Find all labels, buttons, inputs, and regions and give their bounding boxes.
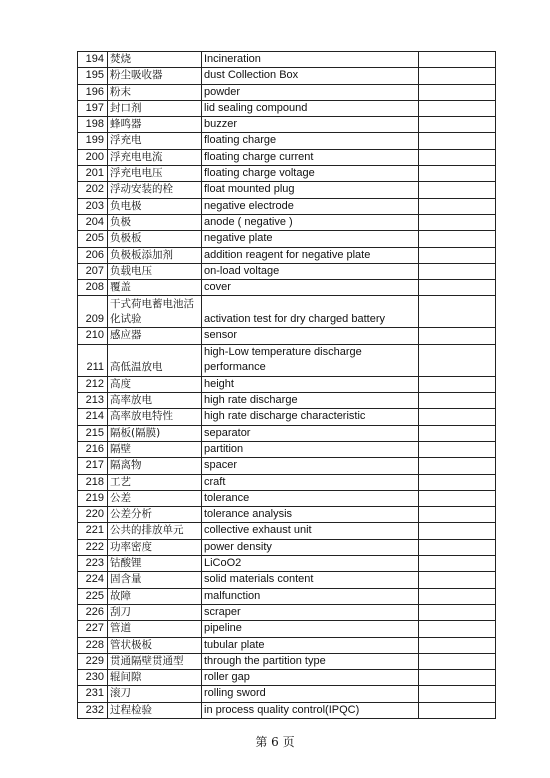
empty-notes-cell (419, 588, 496, 604)
term-number-cell: 219 (78, 490, 108, 506)
english-term-cell: tolerance analysis (202, 507, 419, 523)
table-row (78, 637, 496, 653)
page-number: 第 6 页 (255, 735, 295, 749)
chinese-term-cell: 覆盖 (108, 280, 202, 296)
table-row (78, 198, 496, 214)
chinese-term-cell: 隔壁 (108, 441, 202, 457)
english-term-cell: craft (202, 474, 419, 490)
empty-notes-cell (419, 425, 496, 441)
term-number-cell: 212 (78, 376, 108, 392)
english-term-cell: sensor (202, 328, 419, 344)
empty-notes-cell (419, 117, 496, 133)
english-term-cell: floating charge current (202, 149, 419, 165)
term-number-cell: 200 (78, 149, 108, 165)
table-row (78, 441, 496, 457)
term-number-cell: 207 (78, 263, 108, 279)
term-number-cell: 203 (78, 198, 108, 214)
english-term-cell: rolling sword (202, 686, 419, 702)
empty-notes-cell (419, 263, 496, 279)
english-term-cell: in process quality control(IPQC) (202, 702, 419, 718)
table-row (78, 166, 496, 182)
chinese-term-cell: 焚烧 (108, 52, 202, 68)
chinese-term-cell: 浮充电 (108, 133, 202, 149)
english-term-cell: anode ( negative ) (202, 214, 419, 230)
table-row (78, 409, 496, 425)
english-term-cell: float mounted plug (202, 182, 419, 198)
empty-notes-cell (419, 621, 496, 637)
empty-notes-cell (419, 523, 496, 539)
term-number-cell: 222 (78, 539, 108, 555)
english-term-cell: floating charge (202, 133, 419, 149)
term-number-cell: 224 (78, 572, 108, 588)
term-number-cell: 223 (78, 556, 108, 572)
table-row (78, 149, 496, 165)
chinese-term-cell: 管状极板 (108, 637, 202, 653)
empty-notes-cell (419, 572, 496, 588)
term-number-cell: 205 (78, 231, 108, 247)
table-row (78, 68, 496, 84)
term-number-cell: 217 (78, 458, 108, 474)
term-number-cell: 196 (78, 84, 108, 100)
table-row (78, 474, 496, 490)
term-number-cell: 211 (78, 344, 108, 376)
table-row (78, 52, 496, 68)
empty-notes-cell (419, 702, 496, 718)
empty-notes-cell (419, 166, 496, 182)
chinese-term-cell: 管道 (108, 621, 202, 637)
term-number-cell: 228 (78, 637, 108, 653)
english-term-cell: scraper (202, 604, 419, 620)
empty-notes-cell (419, 133, 496, 149)
chinese-term-cell: 干式荷电蓄电池活化试验 (108, 296, 202, 328)
chinese-term-cell: 负极板添加剂 (108, 247, 202, 263)
english-term-cell: buzzer (202, 117, 419, 133)
english-term-cell: lid sealing compound (202, 100, 419, 116)
term-number-cell: 221 (78, 523, 108, 539)
empty-notes-cell (419, 409, 496, 425)
term-number-cell: 199 (78, 133, 108, 149)
term-number-cell: 218 (78, 474, 108, 490)
english-term-cell: LiCoO2 (202, 556, 419, 572)
term-number-cell: 195 (78, 68, 108, 84)
table-row (78, 572, 496, 588)
empty-notes-cell (419, 344, 496, 376)
term-number-cell: 226 (78, 604, 108, 620)
term-number-cell: 194 (78, 52, 108, 68)
english-term-cell: through the partition type (202, 653, 419, 669)
chinese-term-cell: 固含量 (108, 572, 202, 588)
chinese-term-cell: 故障 (108, 588, 202, 604)
english-term-cell: partition (202, 441, 419, 457)
empty-notes-cell (419, 231, 496, 247)
empty-notes-cell (419, 458, 496, 474)
empty-notes-cell (419, 393, 496, 409)
chinese-term-cell: 工艺 (108, 474, 202, 490)
term-number-cell: 216 (78, 441, 108, 457)
empty-notes-cell (419, 214, 496, 230)
english-term-cell: spacer (202, 458, 419, 474)
chinese-term-cell: 负极板 (108, 231, 202, 247)
table-row (78, 621, 496, 637)
english-term-cell: dust Collection Box (202, 68, 419, 84)
chinese-term-cell: 感应器 (108, 328, 202, 344)
empty-notes-cell (419, 441, 496, 457)
chinese-term-cell: 负极 (108, 214, 202, 230)
table-row (78, 604, 496, 620)
english-term-cell: malfunction (202, 588, 419, 604)
term-number-cell: 210 (78, 328, 108, 344)
chinese-term-cell: 公共的排放单元 (108, 523, 202, 539)
glossary-table (77, 51, 496, 719)
table-row (78, 344, 496, 376)
english-term-cell: high rate discharge (202, 393, 419, 409)
empty-notes-cell (419, 52, 496, 68)
table-row (78, 670, 496, 686)
chinese-term-cell: 功率密度 (108, 539, 202, 555)
empty-notes-cell (419, 247, 496, 263)
chinese-term-cell: 高低温放电 (108, 344, 202, 376)
term-number-cell: 227 (78, 621, 108, 637)
empty-notes-cell (419, 84, 496, 100)
chinese-term-cell: 贯通隔壁贯通型 (108, 653, 202, 669)
empty-notes-cell (419, 149, 496, 165)
english-term-cell: pipeline (202, 621, 419, 637)
chinese-term-cell: 钴酸锂 (108, 556, 202, 572)
chinese-term-cell: 负电极 (108, 198, 202, 214)
chinese-term-cell: 刮刀 (108, 604, 202, 620)
empty-notes-cell (419, 653, 496, 669)
table-row (78, 458, 496, 474)
table-row (78, 588, 496, 604)
table-row (78, 393, 496, 409)
english-term-cell: powder (202, 84, 419, 100)
english-term-cell: tolerance (202, 490, 419, 506)
chinese-term-cell: 隔板(隔膜) (108, 425, 202, 441)
glossary-table-body (78, 52, 496, 719)
chinese-term-cell: 粉尘吸收器 (108, 68, 202, 84)
empty-notes-cell (419, 100, 496, 116)
empty-notes-cell (419, 490, 496, 506)
table-row (78, 523, 496, 539)
term-number-cell: 208 (78, 280, 108, 296)
term-number-cell: 198 (78, 117, 108, 133)
chinese-term-cell: 高度 (108, 376, 202, 392)
english-term-cell: solid materials content (202, 572, 419, 588)
term-number-cell: 204 (78, 214, 108, 230)
table-row (78, 425, 496, 441)
chinese-term-cell: 滚刀 (108, 686, 202, 702)
table-row (78, 263, 496, 279)
term-number-cell: 213 (78, 393, 108, 409)
table-row (78, 490, 496, 506)
term-number-cell: 231 (78, 686, 108, 702)
chinese-term-cell: 过程检验 (108, 702, 202, 718)
chinese-term-cell: 粉末 (108, 84, 202, 100)
term-number-cell: 202 (78, 182, 108, 198)
term-number-cell: 215 (78, 425, 108, 441)
table-row (78, 686, 496, 702)
term-number-cell: 209 (78, 296, 108, 328)
empty-notes-cell (419, 539, 496, 555)
english-term-cell: collective exhaust unit (202, 523, 419, 539)
english-term-cell: high-Low temperature discharge performance (202, 344, 419, 376)
term-number-cell: 232 (78, 702, 108, 718)
term-number-cell: 225 (78, 588, 108, 604)
chinese-term-cell: 辊间隙 (108, 670, 202, 686)
empty-notes-cell (419, 686, 496, 702)
term-number-cell: 220 (78, 507, 108, 523)
chinese-term-cell: 高率放电特性 (108, 409, 202, 425)
empty-notes-cell (419, 296, 496, 328)
chinese-term-cell: 负载电压 (108, 263, 202, 279)
english-term-cell: negative electrode (202, 198, 419, 214)
empty-notes-cell (419, 556, 496, 572)
empty-notes-cell (419, 637, 496, 653)
english-term-cell: height (202, 376, 419, 392)
empty-notes-cell (419, 182, 496, 198)
chinese-term-cell: 隔离物 (108, 458, 202, 474)
english-term-cell: high rate discharge characteristic (202, 409, 419, 425)
term-number-cell: 201 (78, 166, 108, 182)
chinese-term-cell: 封口剂 (108, 100, 202, 116)
english-term-cell: roller gap (202, 670, 419, 686)
empty-notes-cell (419, 507, 496, 523)
term-number-cell: 206 (78, 247, 108, 263)
chinese-term-cell: 浮充电电流 (108, 149, 202, 165)
empty-notes-cell (419, 670, 496, 686)
table-row (78, 214, 496, 230)
english-term-cell: power density (202, 539, 419, 555)
term-number-cell: 197 (78, 100, 108, 116)
english-term-cell: tubular plate (202, 637, 419, 653)
empty-notes-cell (419, 68, 496, 84)
table-row (78, 100, 496, 116)
english-term-cell: separator (202, 425, 419, 441)
table-row (78, 247, 496, 263)
empty-notes-cell (419, 376, 496, 392)
table-row (78, 296, 496, 328)
english-term-cell: cover (202, 280, 419, 296)
chinese-term-cell: 公差分析 (108, 507, 202, 523)
chinese-term-cell: 浮充电电压 (108, 166, 202, 182)
empty-notes-cell (419, 328, 496, 344)
english-term-cell: addition reagent for negative plate (202, 247, 419, 263)
table-row (78, 328, 496, 344)
table-row (78, 539, 496, 555)
term-number-cell: 230 (78, 670, 108, 686)
table-row (78, 117, 496, 133)
table-row (78, 84, 496, 100)
table-row (78, 653, 496, 669)
empty-notes-cell (419, 198, 496, 214)
chinese-term-cell: 浮动安装的栓 (108, 182, 202, 198)
empty-notes-cell (419, 280, 496, 296)
table-row (78, 556, 496, 572)
english-term-cell: on-load voltage (202, 263, 419, 279)
term-number-cell: 229 (78, 653, 108, 669)
chinese-term-cell: 高率放电 (108, 393, 202, 409)
table-row (78, 702, 496, 718)
empty-notes-cell (419, 474, 496, 490)
table-row (78, 182, 496, 198)
english-term-cell: activation test for dry charged battery (202, 296, 419, 328)
english-term-cell: Incineration (202, 52, 419, 68)
english-term-cell: negative plate (202, 231, 419, 247)
table-row (78, 507, 496, 523)
term-number-cell: 214 (78, 409, 108, 425)
table-row (78, 231, 496, 247)
table-row (78, 376, 496, 392)
chinese-term-cell: 公差 (108, 490, 202, 506)
chinese-term-cell: 蜂鸣器 (108, 117, 202, 133)
english-term-cell: floating charge voltage (202, 166, 419, 182)
empty-notes-cell (419, 604, 496, 620)
table-row (78, 133, 496, 149)
table-row (78, 280, 496, 296)
